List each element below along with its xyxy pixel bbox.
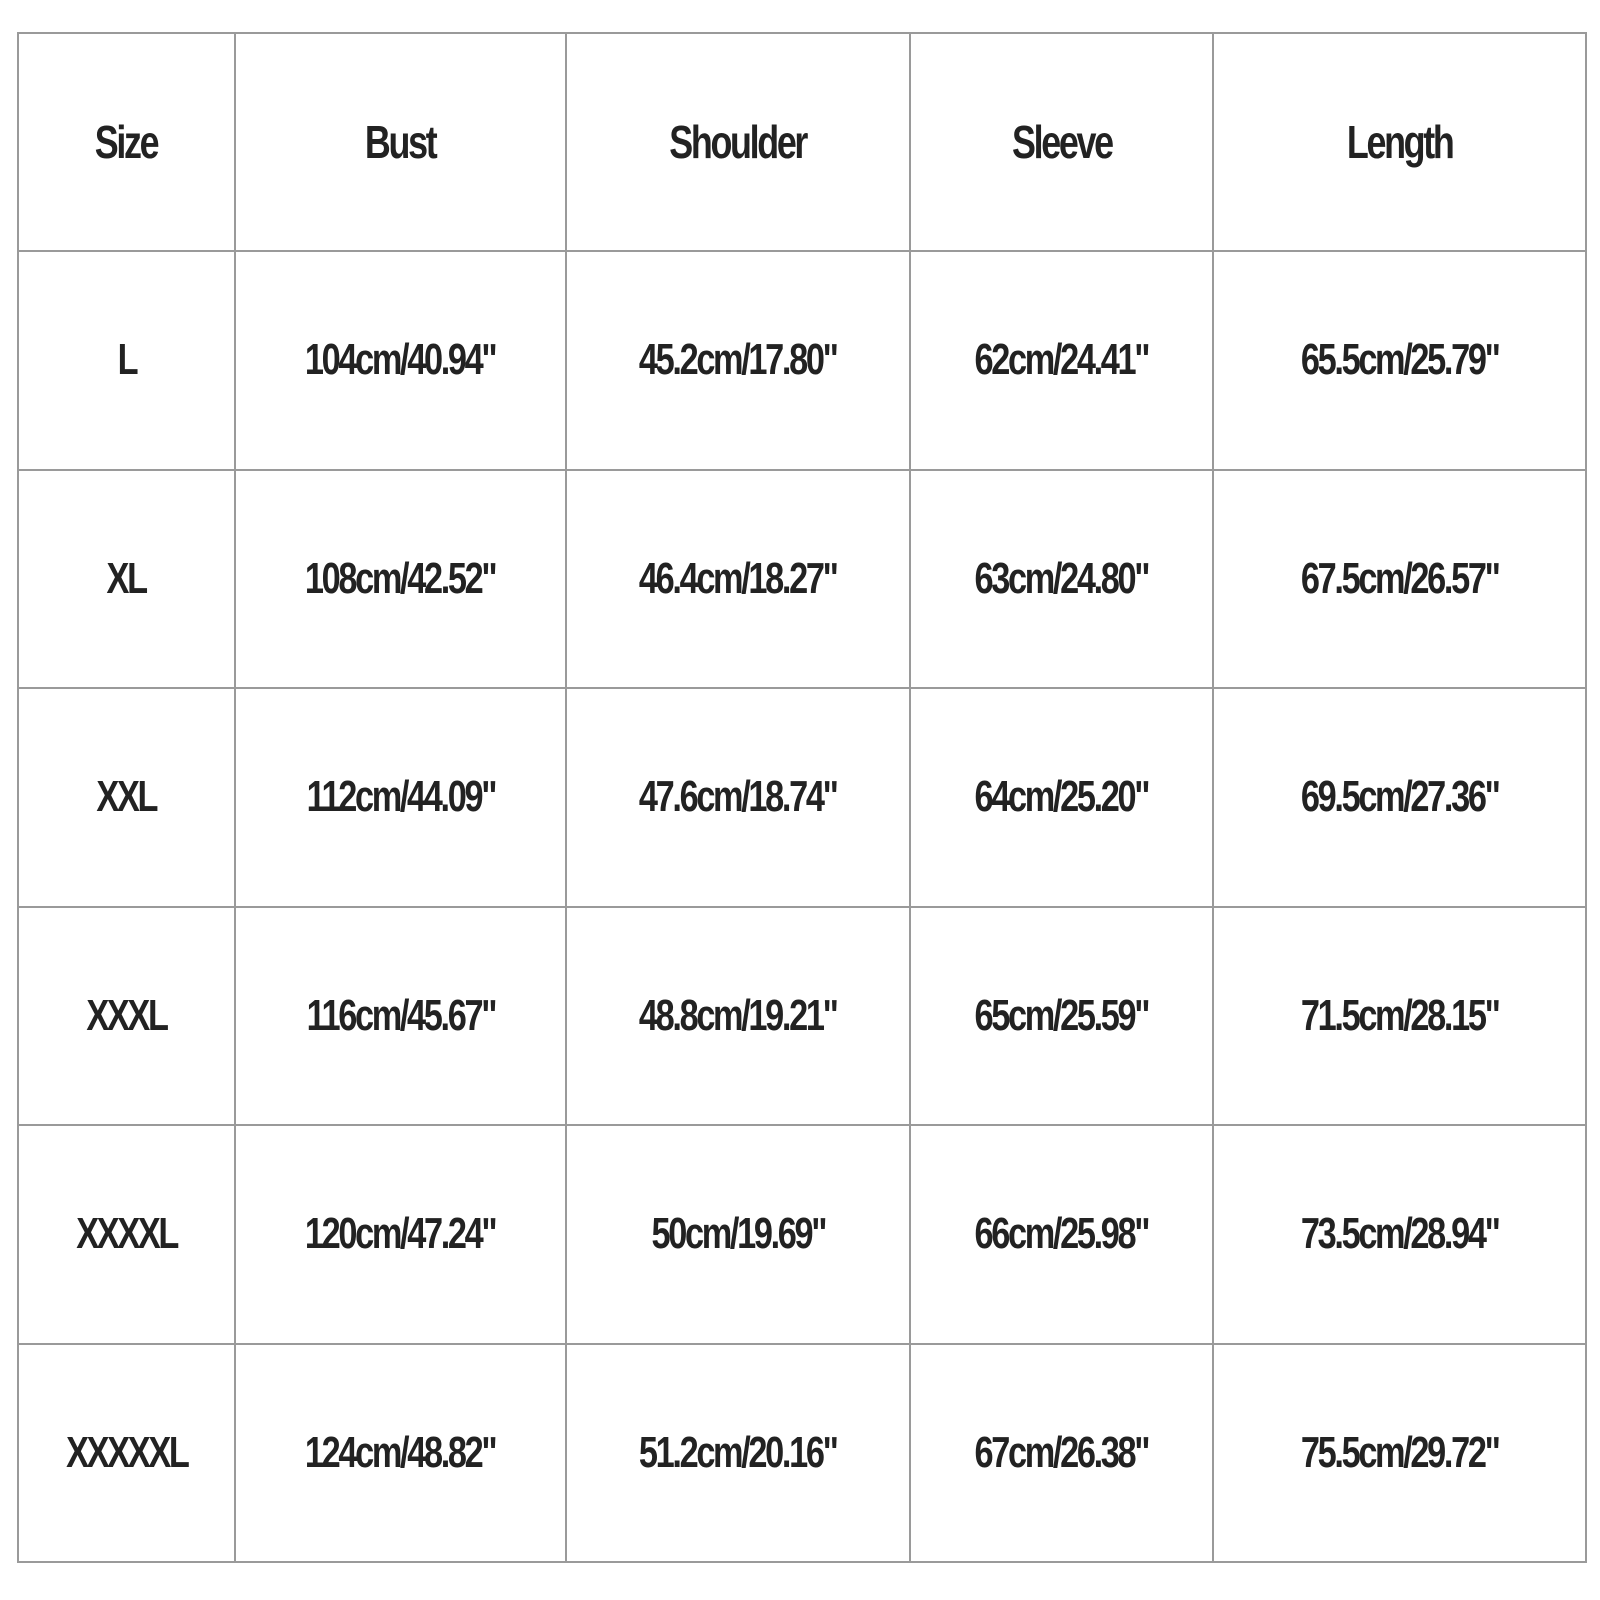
cell-length: 67.5cm/26.57" <box>1213 470 1586 689</box>
cell-bust: 116cm/45.67" <box>235 907 566 1126</box>
cell-bust: 124cm/48.82" <box>235 1344 566 1563</box>
cell-sleeve: 63cm/24.80" <box>910 470 1213 689</box>
table-row <box>18 1125 1586 1344</box>
cell-bust: 108cm/42.52" <box>235 470 566 689</box>
cell-shoulder: 47.6cm/18.74" <box>566 688 910 907</box>
cell-length: 69.5cm/27.36" <box>1213 688 1586 907</box>
header-length: Length <box>1213 33 1586 251</box>
table-row <box>18 1344 1586 1563</box>
table-row <box>18 907 1586 1126</box>
cell-size: XXL <box>18 688 235 907</box>
cell-size: L <box>18 251 235 470</box>
cell-sleeve: 65cm/25.59" <box>910 907 1213 1126</box>
cell-sleeve: 64cm/25.20" <box>910 688 1213 907</box>
cell-length: 75.5cm/29.72" <box>1213 1344 1586 1563</box>
table-row <box>18 251 1586 470</box>
cell-bust: 112cm/44.09" <box>235 688 566 907</box>
table-row <box>18 688 1586 907</box>
header-size: Size <box>18 33 235 251</box>
cell-sleeve: 67cm/26.38" <box>910 1344 1213 1563</box>
cell-bust: 104cm/40.94" <box>235 251 566 470</box>
cell-shoulder: 46.4cm/18.27" <box>566 470 910 689</box>
header-shoulder: Shoulder <box>566 33 910 251</box>
cell-sleeve: 66cm/25.98" <box>910 1125 1213 1344</box>
size-chart-table <box>17 32 1587 1563</box>
cell-size: XXXXXL <box>18 1344 235 1563</box>
header-bust: Bust <box>235 33 566 251</box>
header-row <box>18 33 1586 251</box>
cell-length: 71.5cm/28.15" <box>1213 907 1586 1126</box>
cell-shoulder: 48.8cm/19.21" <box>566 907 910 1126</box>
cell-shoulder: 51.2cm/20.16" <box>566 1344 910 1563</box>
cell-shoulder: 50cm/19.69" <box>566 1125 910 1344</box>
header-sleeve: Sleeve <box>910 33 1213 251</box>
cell-shoulder: 45.2cm/17.80" <box>566 251 910 470</box>
table-row <box>18 470 1586 689</box>
cell-length: 73.5cm/28.94" <box>1213 1125 1586 1344</box>
cell-bust: 120cm/47.24" <box>235 1125 566 1344</box>
cell-size: XL <box>18 470 235 689</box>
cell-sleeve: 62cm/24.41" <box>910 251 1213 470</box>
cell-size: XXXL <box>18 907 235 1126</box>
cell-size: XXXXL <box>18 1125 235 1344</box>
cell-length: 65.5cm/25.79" <box>1213 251 1586 470</box>
